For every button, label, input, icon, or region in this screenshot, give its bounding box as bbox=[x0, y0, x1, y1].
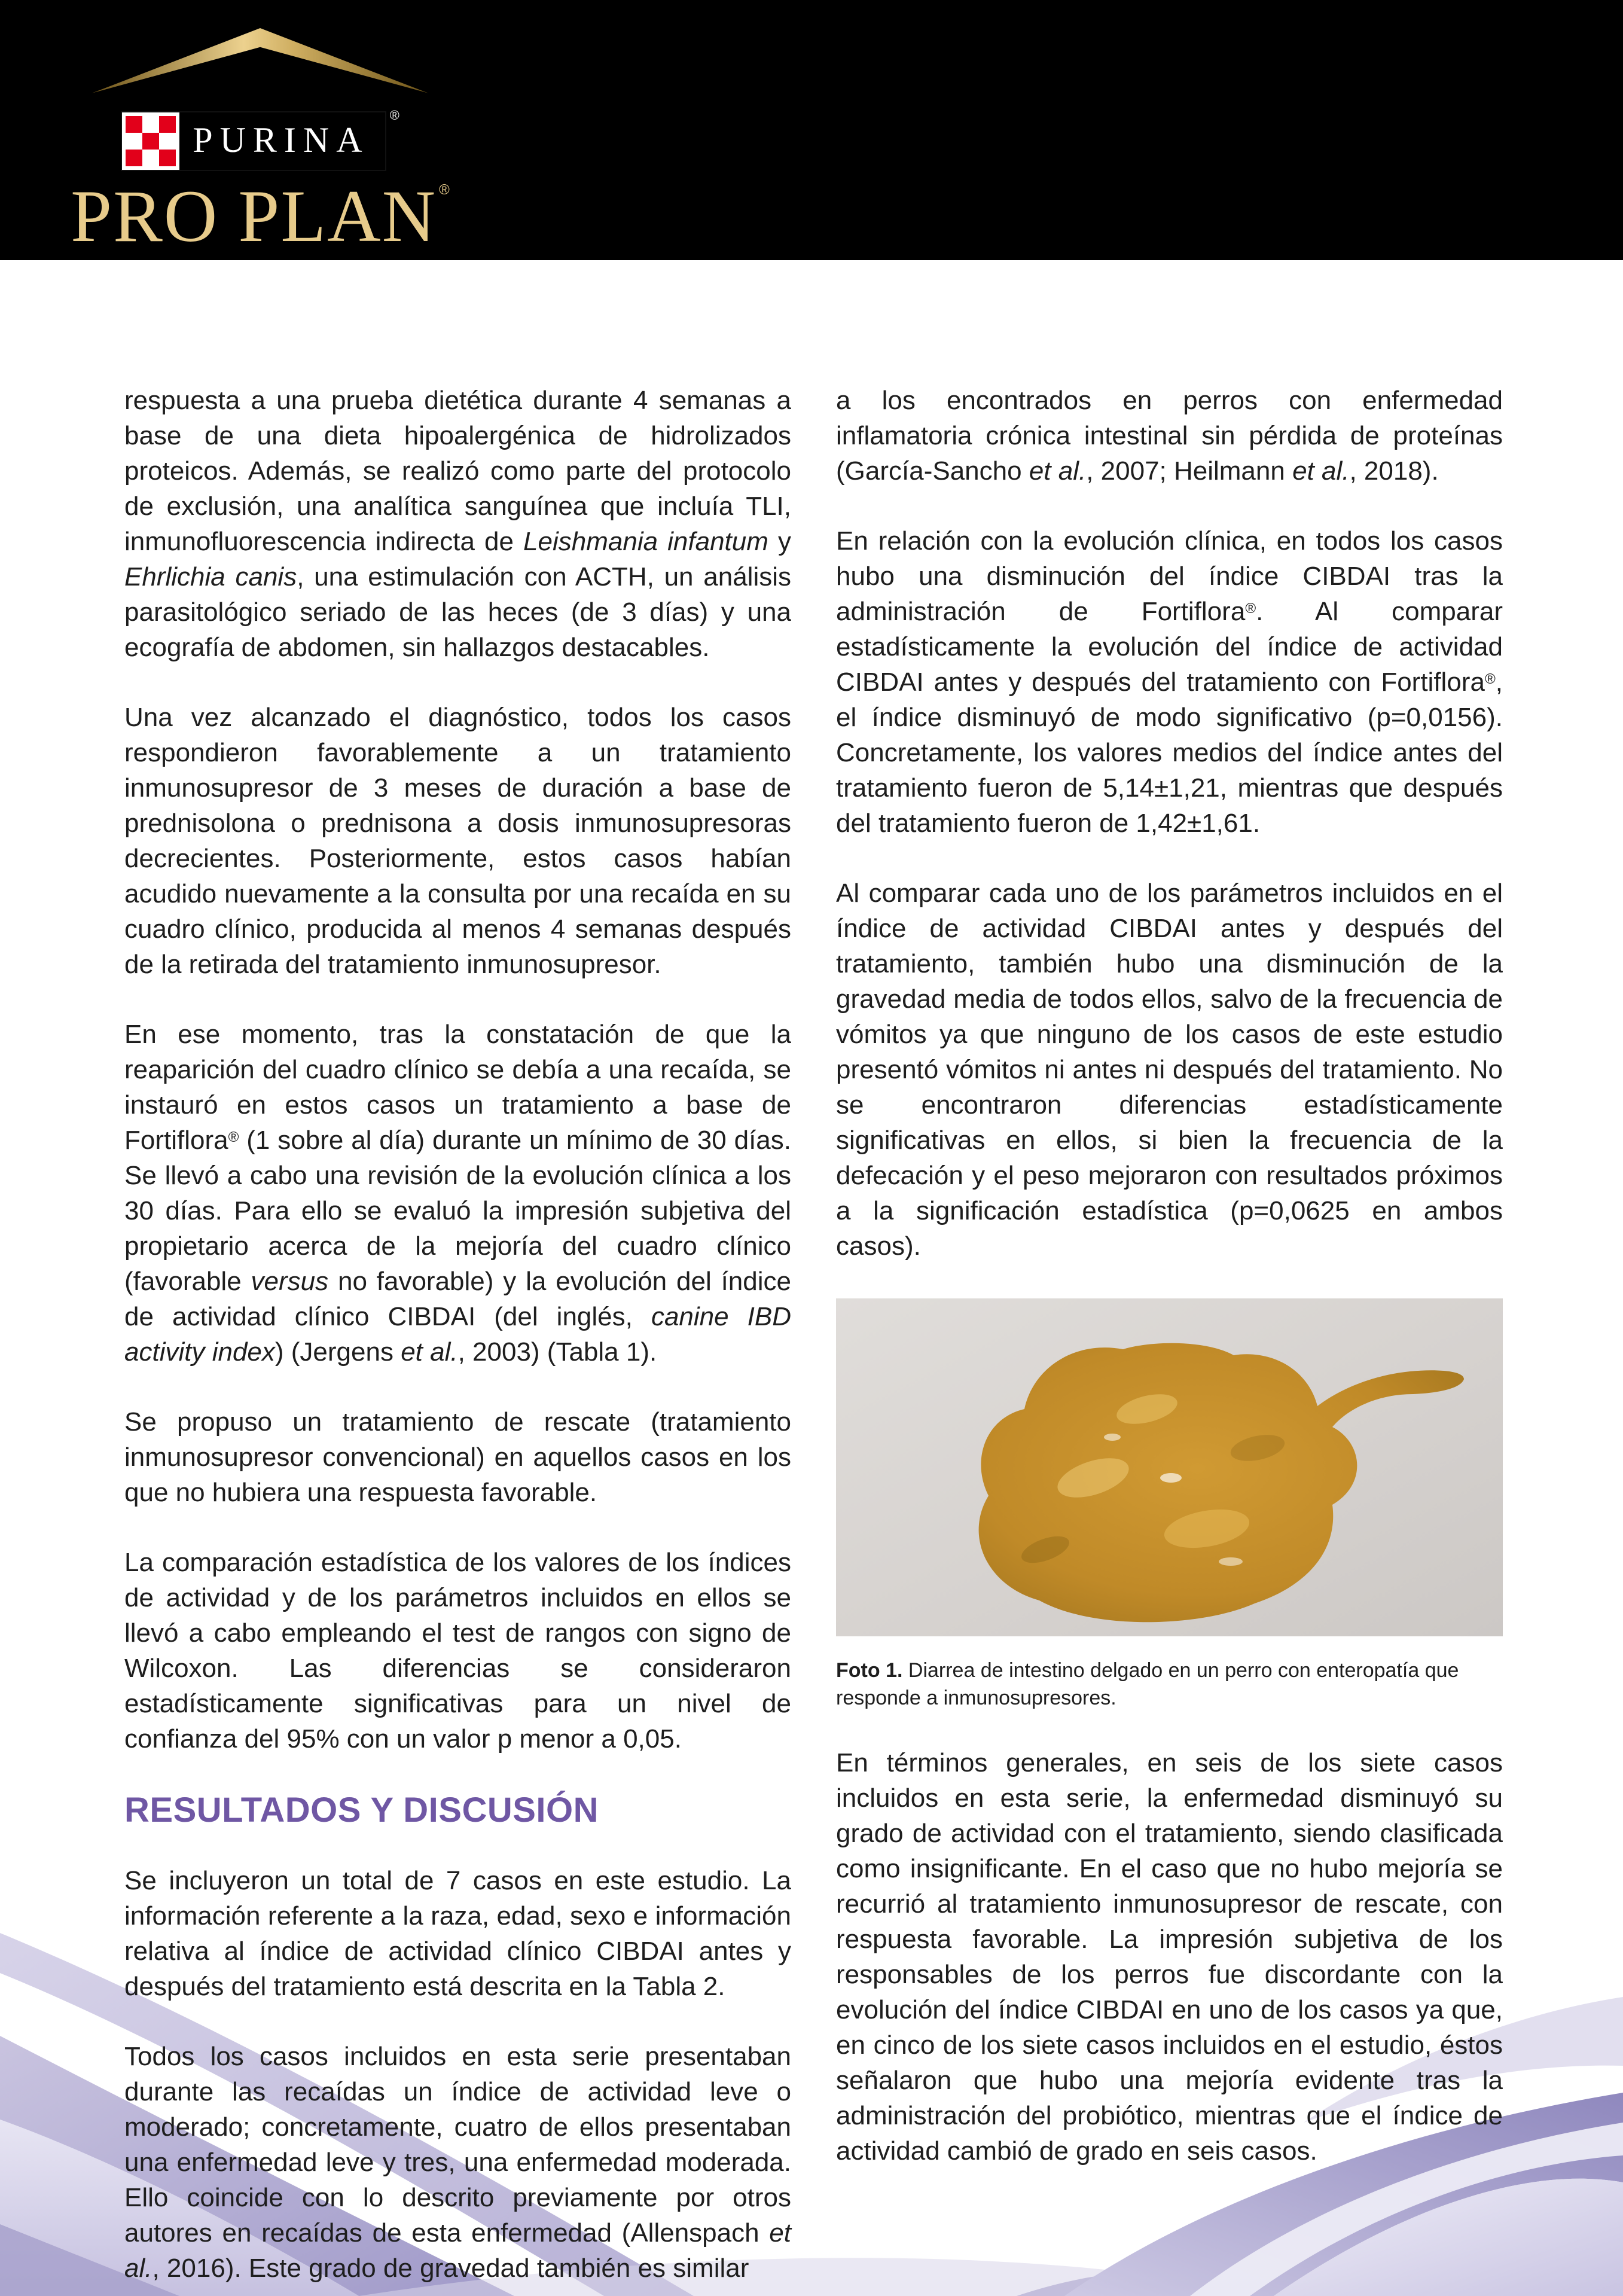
stool-photo bbox=[836, 1298, 1503, 1636]
paragraph: a los encontrados en perros con enfermedad inflamatoria crónica intestinal sin pérdida de proteínas (García-Sancho et al., 2007; Heilmann et al., 2018). bbox=[836, 386, 1503, 486]
paragraph: En relación con la evolución clínica, en todos los casos hubo una disminución del índice CIBDAI tras la administración de Fortiflora®. Al comparar estadísticamente la evolución del índice de actividad CIBDAI antes y después del tratamiento con Fortiflora®, el índice disminuyó de modo significativo (p=0,0156). Concretamente, los valores medios del índice antes del tratamiento fueron de 5,14±1,21, mientras que después del tratamiento fueron de 1,42±1,61. bbox=[836, 526, 1503, 838]
paragraph: Todos los casos incluidos en esta serie presentaban durante las recaídas un índice de actividad leve o moderado; concretamente, cuatro de ellos presentaban una enfermedad leve y tres, una enfermedad moderada. Ello coincide con lo descrito previamente por otros autores en recaídas de esta enfermedad (Allenspach et al., 2016). Este grado de gravedad también es similar bbox=[124, 2042, 791, 2283]
registered-mark: ® bbox=[389, 108, 399, 123]
purina-checkerboard-icon bbox=[122, 112, 179, 170]
left-column bbox=[124, 383, 791, 2296]
proplan-wordmark bbox=[71, 175, 450, 257]
paragraph: Se incluyeron un total de 7 casos en este estudio. La información referente a la raza, edad, sexo e información relativa al índice de actividad clínico CIBDAI antes y después del tratamiento está descrita en la Tabla 2. bbox=[124, 1866, 791, 2001]
paragraph: Se propuso un tratamiento de rescate (tratamiento inmunosupresor convencional) en aquellos casos en los que no hubiera una respuesta favorable. bbox=[124, 1407, 791, 1507]
purina-pro-plan-logo bbox=[71, 25, 450, 257]
proplan-label: PRO PLAN bbox=[71, 175, 437, 257]
paragraph: En ese momento, tras la constatación de que la reaparición del cuadro clínico se debía a una recaída, se instauró en estos casos un tratamiento a base de Fortiflora® (1 sobre al día) durante un mínimo de 30 días. Se llevó a cabo una revisión de la evolución clínica a los 30 días. Para ello se evaluó la impresión subjetiva del propietario acerca de la mejoría del cuadro clínico (favorable versus no favorable) y la evolución del índice de actividad clínico CIBDAI (del inglés, canine IBD activity index) (Jergens et al., 2003) (Tabla 1). bbox=[124, 1020, 792, 1367]
gold-roof-icon bbox=[90, 25, 431, 96]
figure-foto-1 bbox=[836, 1298, 1503, 1712]
figure-caption-label: Foto 1. bbox=[836, 1659, 903, 1682]
section-heading: RESULTADOS Y DISCUSIÓN bbox=[124, 1791, 599, 1830]
right-column bbox=[836, 383, 1503, 2203]
purina-wordmark bbox=[90, 108, 431, 171]
figure-caption-text: Diarrea de intestino delgado en un perro con enteropatía que responde a inmunosupresores. bbox=[836, 1659, 1459, 1709]
paragraph: Una vez alcanzado el diagnóstico, todos los casos respondieron favorablemente a un tratamiento inmunosupresor de 3 meses de duración a base de prednisolona o prednisona a dosis inmunosupresoras decrecientes. Posteriormente, estos casos habían acudido nuevamente a la consulta por una recaída en su cuadro clínico, producida al menos 4 semanas después de la retirada del tratamiento inmunosupresor. bbox=[124, 703, 791, 979]
paragraph: respuesta a una prueba dietética durante 4 semanas a base de una dieta hipoalergénica de hidrolizados proteicos. Además, se realizó como parte del protocolo de exclusión, una analítica sanguínea que incluía TLI, inmunofluorescencia indirecta de Leishmania infantum y Ehrlichia canis, una estimulación con ACTH, un análisis parasitológico seriado de las heces (de 3 días) y una ecografía de abdomen, sin hallazgos destacables. bbox=[124, 386, 792, 662]
purina-box bbox=[121, 111, 386, 171]
paragraph: En términos generales, en seis de los siete casos incluidos en esta serie, la enfermedad disminuyó su grado de actividad con el tratamiento, siendo clasificada como insignificante. En el caso que no hubo mejoría se recurrió al tratamiento inmunosupresor de rescate, con respuesta favorable. La impresión subjetiva de los responsables de los perros fue discordante con la evolución del índice CIBDAI en uno de los casos ya que, en cinco de los siete casos incluidos en el estudio, éstos señalaron que hubo una mejoría evidente tras la administración del probiótico, mientras que el índice de actividad cambió de grado en seis casos. bbox=[836, 1748, 1503, 2166]
paragraph: Al comparar cada uno de los parámetros incluidos en el índice de actividad CIBDAI antes y después del tratamiento, también hubo una disminución de la gravedad media de todos ellos, salvo de la frecuencia de vómitos ya que ninguno de los casos de este estudio presentó vómitos ni antes ni después del tratamiento. No se encontraron diferencias estadísticamente significativas en ellos, si bien la frecuencia de la defecación y el peso mejoraron con resultados próximos a la significación estadística (p=0,0625 en ambos casos). bbox=[836, 879, 1503, 1261]
header-band bbox=[0, 0, 1623, 260]
purina-label: PURINA bbox=[193, 120, 370, 160]
paragraph: La comparación estadística de los valores de los índices de actividad y de los parámetros incluidos en ellos se llevó a cabo empleando el test de rangos con signo de Wilcoxon. Las diferencias se consideraron estadísticamente significativas para un nivel de confianza del 95% con un valor p menor a 0,05. bbox=[124, 1548, 791, 1754]
registered-mark: ® bbox=[439, 182, 450, 198]
figure-caption bbox=[836, 1657, 1503, 1712]
